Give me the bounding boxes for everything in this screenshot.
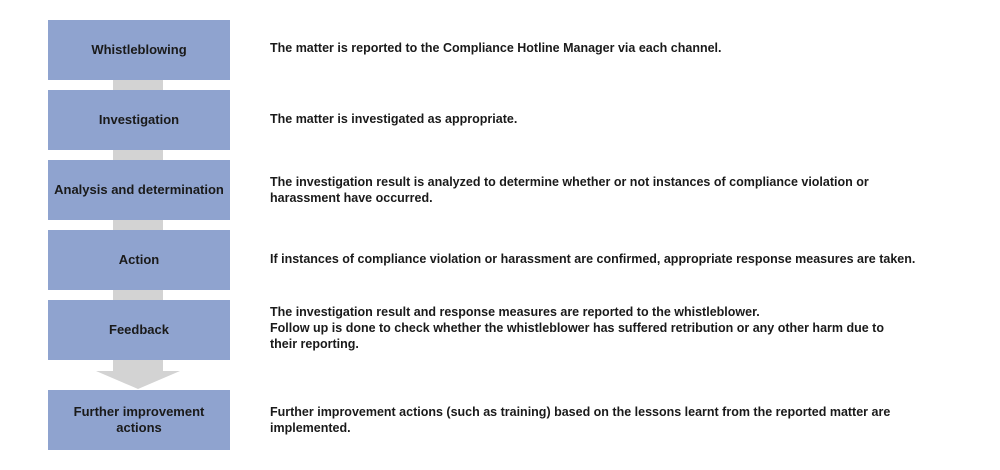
step-box-analysis-and-determination (48, 160, 230, 220)
step-box-further-improvement-actions (48, 390, 230, 450)
step-description-analysis-and-determination (270, 160, 960, 220)
step-description-feedback (270, 298, 960, 358)
connector-5-6-shaft (113, 360, 163, 371)
step-label: Feedback (109, 322, 169, 337)
step-description-text: If instances of compliance violation or harassment are confirmed, appropriate response measures are taken. (270, 252, 916, 266)
step-description-text: The matter is investigated as appropriate. (270, 112, 518, 126)
connector-4-5 (113, 290, 163, 300)
step-label: Whistleblowing (91, 42, 187, 57)
step-description-action (270, 229, 960, 289)
step-label: Further improvement actions (73, 404, 205, 435)
step-description-text: The investigation result and response measures are reported to the whistleblower. Follow up is done to check whether the whistleblower has suffered retribution or any other harm due to their reporting. (270, 305, 884, 351)
connector-1-2 (113, 80, 163, 90)
step-description-text: Further improvement actions (such as training) based on the lessons learnt from the reported matter are implemented. (270, 405, 891, 435)
step-box-action (48, 230, 230, 290)
down-arrow-icon (96, 371, 180, 389)
connector-2-3 (113, 150, 163, 160)
step-box-feedback (48, 300, 230, 360)
step-label: Analysis and determination (54, 182, 224, 197)
step-label: Action (118, 252, 160, 267)
step-box-whistleblowing (48, 20, 230, 80)
step-box-investigation (48, 90, 230, 150)
step-description-further-improvement-actions (270, 390, 960, 450)
step-description-text: The matter is reported to the Compliance Hotline Manager via each channel. (270, 41, 722, 55)
connector-3-4 (113, 220, 163, 230)
step-description-investigation (270, 89, 960, 149)
step-label: Investigation (98, 112, 180, 127)
step-description-text: The investigation result is analyzed to determine whether or not instances of compliance violation or harassment have occurred. (270, 175, 869, 205)
step-description-whistleblowing (270, 18, 960, 78)
